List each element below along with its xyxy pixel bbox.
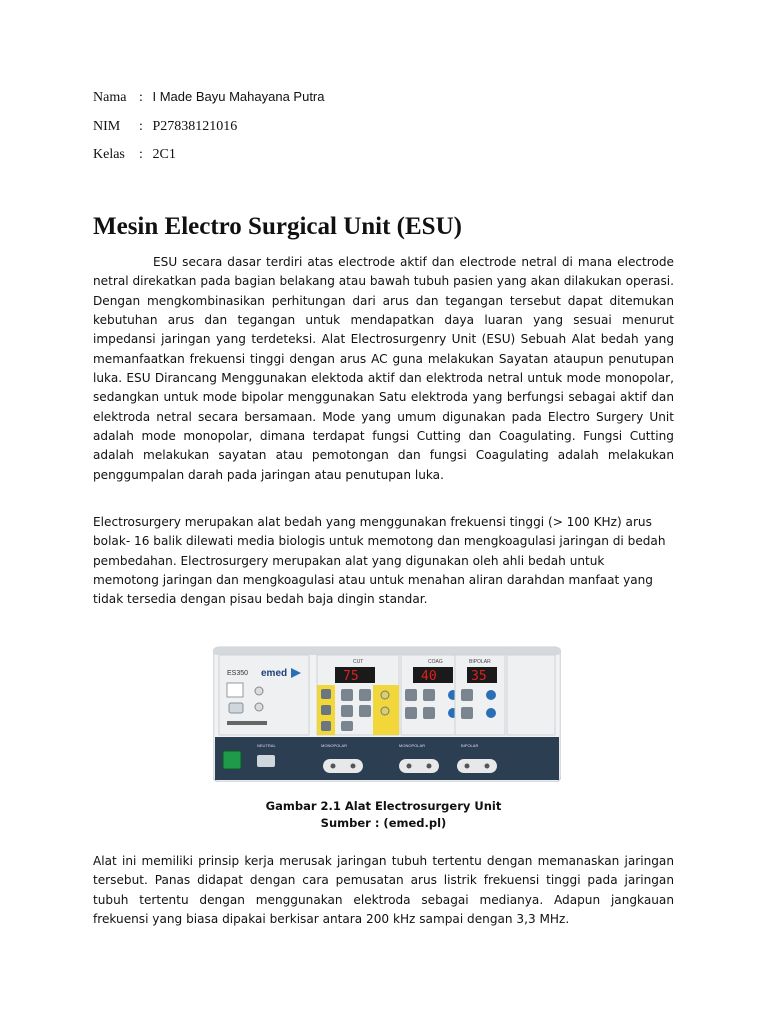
name-separator: :: [139, 90, 143, 105]
paragraph-2: Electrosurgery merupakan alat bedah yang menggunakan frekuensi tinggi (> 100 KHz) arus bolak- 16 balik dilewati media biologis untuk memotong dan mengkoagulasi jaringan di bedah pembedahan. Electrosurgery merupakan alat yang digunakan oleh ahli bedah untuk memotong jaringan dan mengkoagulasi atau untuk menahan aliran darahdan manfaat yang tidak tersedia dengan pisau bedah baja dingin standar.: [93, 515, 666, 607]
caption-title: Gambar 2.1 Alat Electrosurgery Unit: [265, 799, 502, 813]
nim-value: P27838121016: [152, 119, 238, 134]
bipolar-label: BIPOLAR: [469, 659, 491, 665]
paragraph-1: ESU secara dasar terdiri atas electrode aktif dan electrode netral di mana electrode netral direkatkan pada bagian belakang atau bawah tubuh pasien yang akan dilakukan operasi. Dengan mengkombinasikan perhitungan dari arus dan tegangan tersebut dapat ditemukan kebutuhan arus dan tegangan untuk mendapatkan daya luaran yang sesuai menurut impedansi jaringan yang terdeteksi. Alat Electrosurgenry Unit (ESU) Sebuah Alat bedah yang memanfaatkan frekuensi tinggi dengan arus AC guna melakukan Sayatan ataupun penutupan luka. ESU Dirancang Menggunakan elektoda aktif dan elektroda netral untuk mode monopolar, sedangkan untuk mode bipolar menggunakan Satu elektroda yang berfungsi sebagai aktif dan elektroda netral secara bersamaan. Mode yang umum digunakan pada Electro Surgery Unit adalah mode monopolar, dimana terdapat fungsi Cutting dan Coagulating. Fungsi Cutting adalah melakukan sayatan atau pemotongan dan fungsi Coagulating adalah melakukan penggumpalan darah pada jaringan atau penutupan luka.: [93, 255, 674, 482]
brand-label: emed: [261, 668, 288, 679]
class-label: Kelas: [93, 147, 125, 162]
document-title: Mesin Electro Surgical Unit (ESU): [93, 213, 462, 240]
neutral-port-label: NEUTRAL: [257, 743, 276, 748]
nim-row: [93, 118, 237, 136]
bipolar-port-label: BIPOLAR: [461, 743, 479, 748]
figure-caption: [93, 798, 674, 832]
esu-device-illustration: [213, 641, 561, 782]
bipolar-section: [455, 655, 505, 735]
coag-display: 40: [421, 669, 437, 684]
monopolar-port-label-1: MONOPOLAR: [321, 743, 348, 748]
cut-display: 75: [343, 669, 359, 684]
name-label: Nama: [93, 90, 127, 105]
esu-device-image: [213, 641, 561, 782]
model-label: ES350: [227, 670, 249, 677]
class-row: [93, 146, 176, 164]
nim-separator: :: [139, 119, 143, 134]
name-row: [93, 88, 325, 107]
cut-label: CUT: [353, 659, 364, 665]
cut-section: [317, 655, 399, 735]
coag-label: COAG: [428, 659, 443, 665]
class-separator: :: [139, 147, 143, 162]
paragraph-3: Alat ini memiliki prinsip kerja merusak jaringan tubuh tertentu dengan memanaskan jaringan tersebut. Panas didapat dengan cara pemusatan arus listrik frekuensi tinggi pada jaringan tubuh tertentu dengan menggunakan elektroda sebagai medianya. Adapun jangkauan frekuensi yang biasa dipakai berkisar antara 200 kHz sampai dengan 3,3 MHz.: [93, 854, 674, 927]
nim-label: NIM: [93, 119, 121, 134]
class-value: 2C1: [152, 147, 176, 162]
name-value: I Made Bayu Mahayana Putra: [152, 89, 325, 104]
bipolar-display: 35: [471, 669, 487, 684]
caption-source: Sumber : (emed.pl): [320, 816, 447, 830]
monopolar-port-label-2: MONOPOLAR: [399, 743, 426, 748]
